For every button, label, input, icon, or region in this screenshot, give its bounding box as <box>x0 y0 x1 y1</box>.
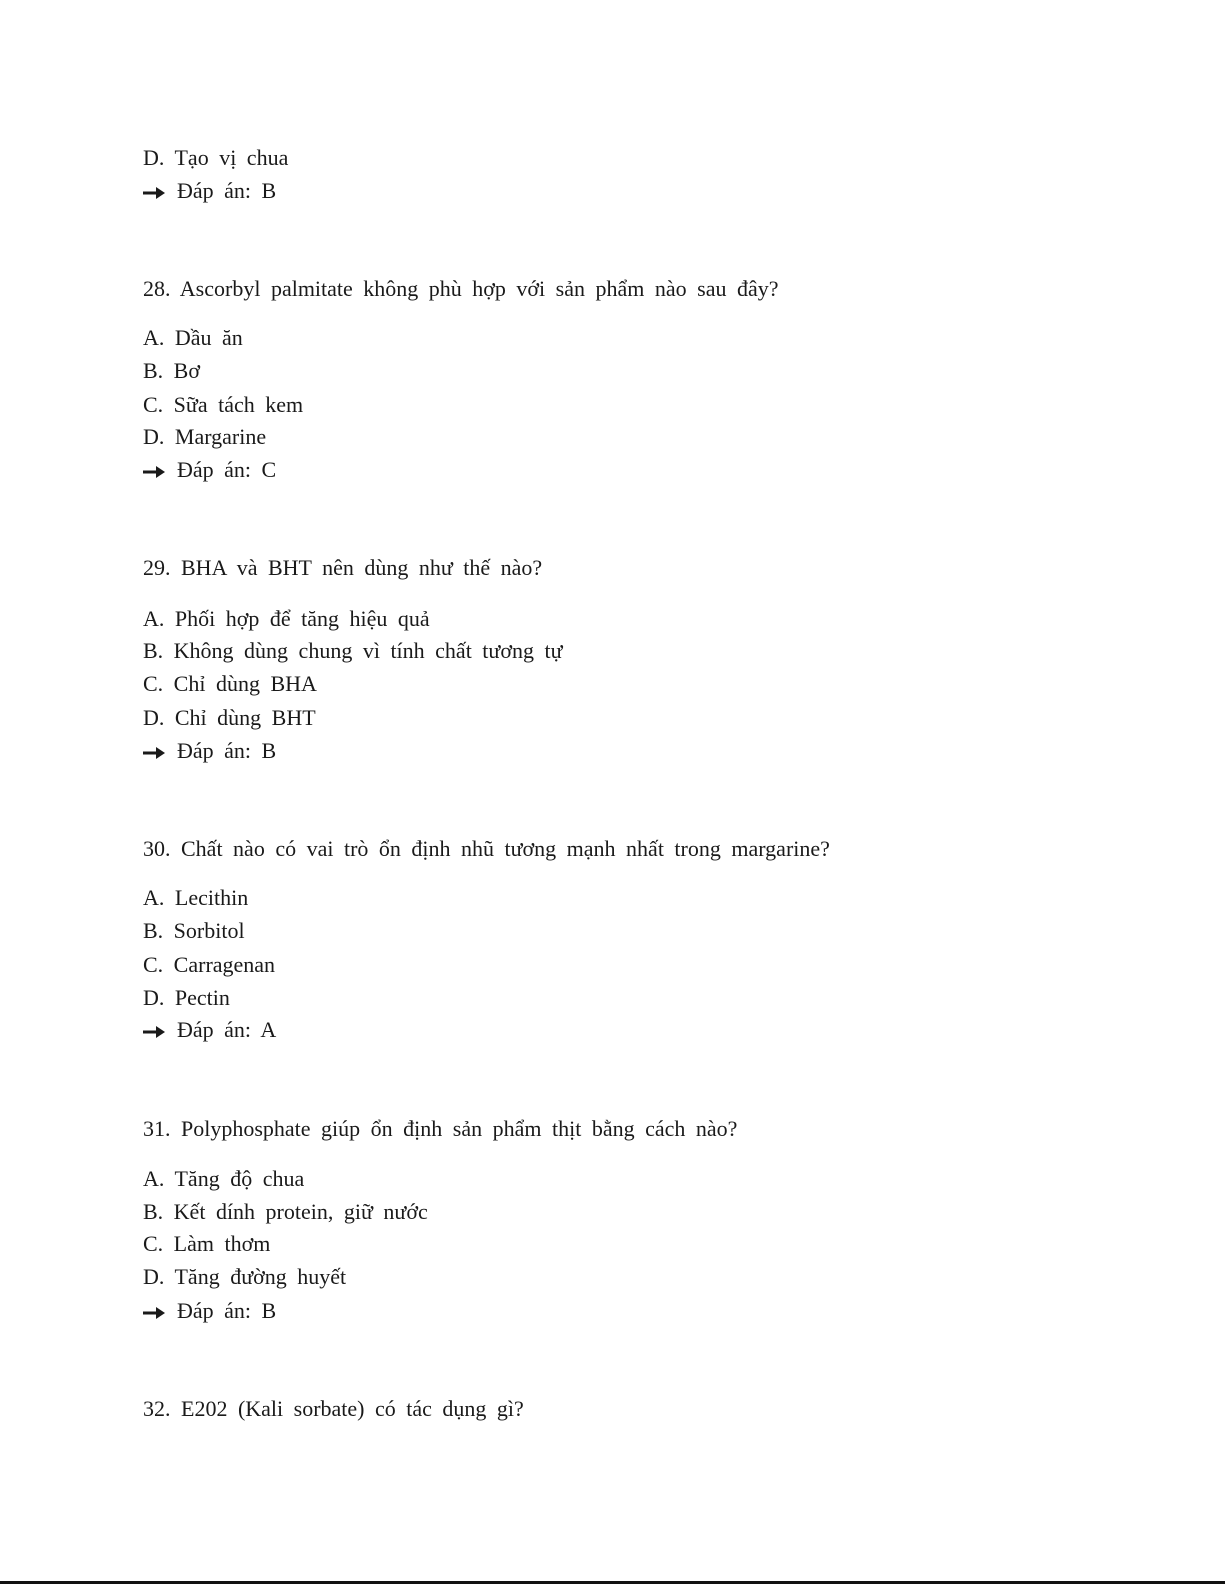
answer-q31 <box>143 1298 276 1324</box>
option-c-q30: C. Carragenan <box>143 952 276 977</box>
answer-q29 <box>143 738 276 764</box>
arrow-right-icon <box>143 187 165 199</box>
option-b-q30: B. Sorbitol <box>143 918 245 943</box>
question-31: 31. Polyphosphate giúp ổn định sản phẩm thịt bằng cách nào? <box>143 1116 738 1141</box>
question-29: 29. BHA và BHT nên dùng như thế nào? <box>143 555 543 580</box>
option-b-q29: B. Không dùng chung vì tính chất tương tự <box>143 638 563 663</box>
arrow-right-icon <box>143 747 165 759</box>
option-a-q30: A. Lecithin <box>143 885 249 910</box>
option-a-q31: A. Tăng độ chua <box>143 1166 305 1191</box>
option-a-q28: A. Dầu ăn <box>143 325 243 350</box>
option-d-q31: D. Tăng đường huyết <box>143 1264 347 1289</box>
arrow-right-icon <box>143 1026 165 1038</box>
answer-q30 <box>143 1017 276 1043</box>
question-30: 30. Chất nào có vai trò ổn định nhũ tương mạnh nhất trong margarine? <box>143 836 830 861</box>
option-d-q27: D. Tạo vị chua <box>143 145 289 170</box>
page-bottom-divider <box>0 1581 1225 1584</box>
option-b-q31: B. Kết dính protein, giữ nước <box>143 1199 428 1224</box>
option-d-q29: D. Chỉ dùng BHT <box>143 705 316 730</box>
arrow-right-icon <box>143 1307 165 1319</box>
answer-text: Đáp án: B <box>177 738 277 763</box>
question-28: 28. Ascorbyl palmitate không phù hợp với sản phẩm nào sau đây? <box>143 276 779 301</box>
option-c-q29: C. Chỉ dùng BHA <box>143 671 317 696</box>
question-32: 32. E202 (Kali sorbate) có tác dụng gì? <box>143 1396 524 1421</box>
answer-text: Đáp án: B <box>177 1298 277 1323</box>
option-a-q29: A. Phối hợp để tăng hiệu quả <box>143 606 430 631</box>
option-c-q28: C. Sữa tách kem <box>143 392 304 417</box>
answer-text: Đáp án: B <box>177 178 277 203</box>
option-d-q30: D. Pectin <box>143 985 230 1010</box>
option-c-q31: C. Làm thơm <box>143 1231 271 1256</box>
answer-q28 <box>143 457 276 483</box>
option-b-q28: B. Bơ <box>143 358 200 383</box>
option-d-q28: D. Margarine <box>143 424 267 449</box>
answer-q27 <box>143 178 276 204</box>
answer-text: Đáp án: C <box>177 457 277 482</box>
arrow-right-icon <box>143 466 165 478</box>
answer-text: Đáp án: A <box>177 1017 277 1042</box>
